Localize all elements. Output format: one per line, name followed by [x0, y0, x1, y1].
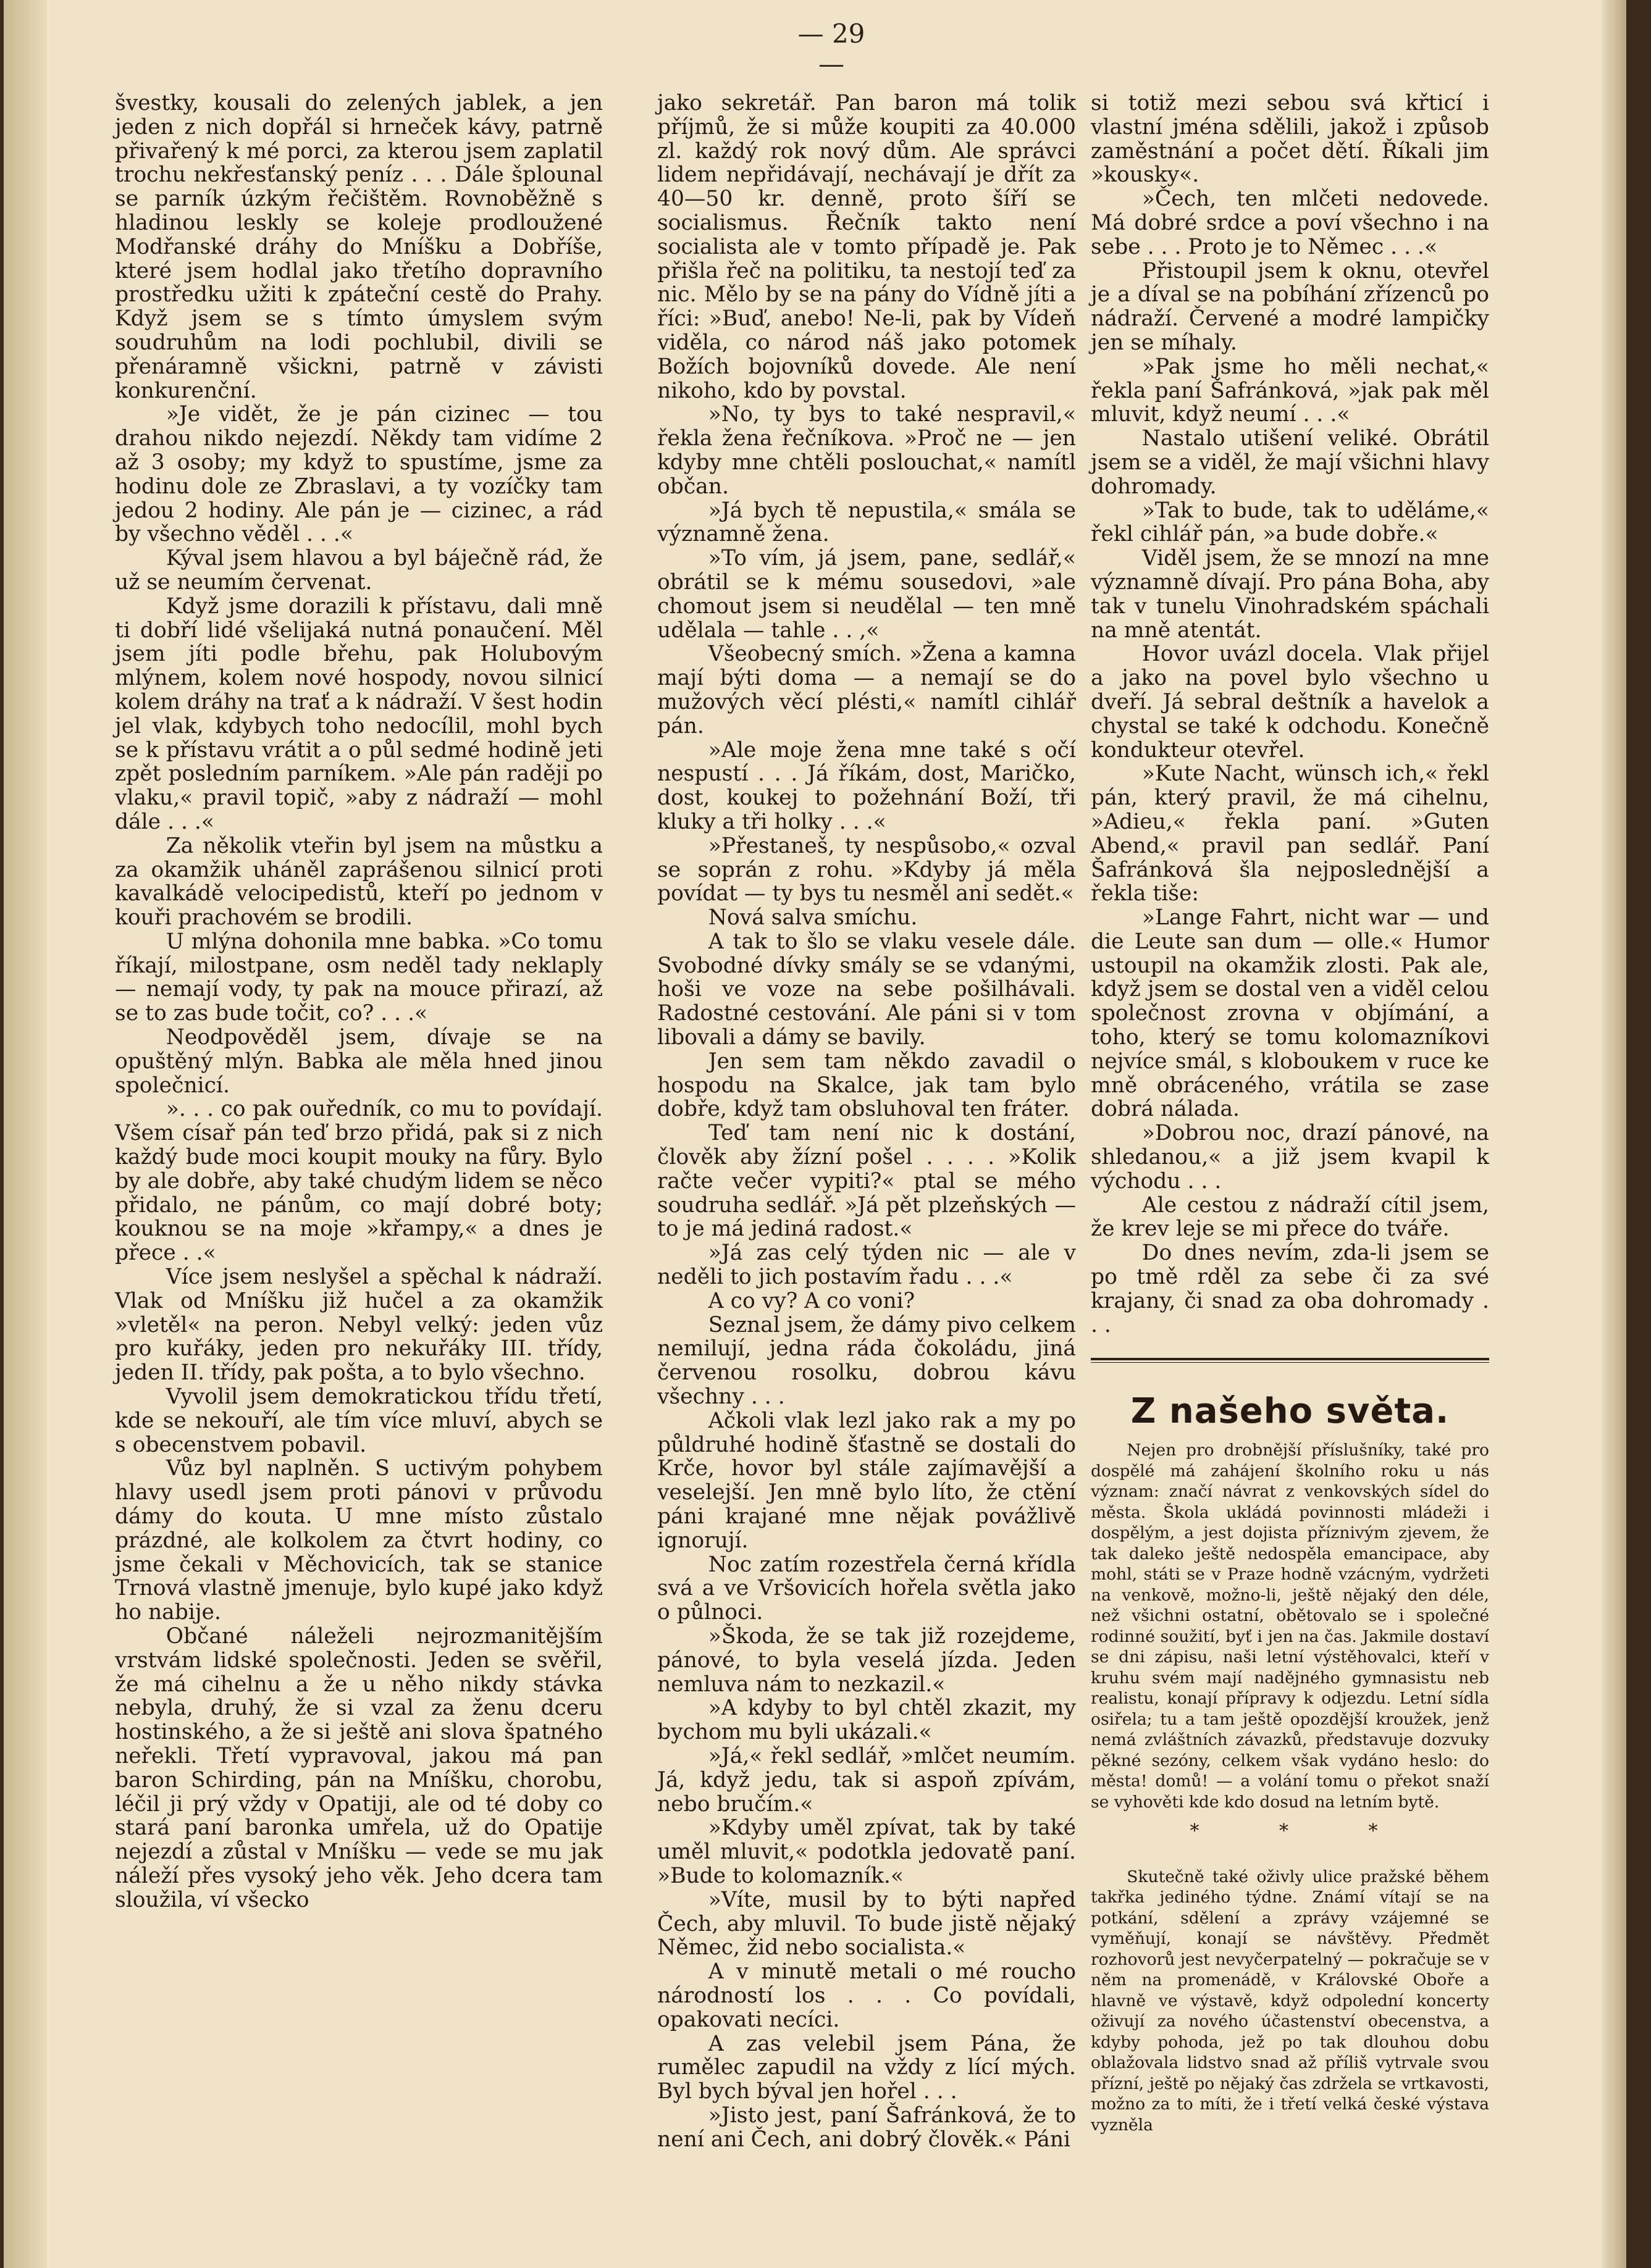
paragraph: A co vy? A co voni? — [708, 1288, 915, 1313]
paragraph: Neodpověděl jsem, dívaje se na opuštěný mlýn. Babka ale měla hned jinou společnicí. — [115, 1025, 603, 1098]
paragraph: Ačkoli vlak lezl jako rak a my po půldruhé hodině šťastně se dostali do Krče, hovor byl stále zajímavější a veselejší. Jen mně bylo líto, že ctění páni krajané mne nějak povážlivě ignorují. — [657, 1408, 1076, 1553]
text-column-2 — [657, 91, 1076, 2152]
paragraph: »No, ty bys to také nespravil,« řekla žena řečníkova. »Proč ne — jen kdyby mne chtěli poslouchat,« namítl občan. — [657, 402, 1076, 499]
paragraph: Nastalo utišení veliké. Obrátil jsem se a viděl, že mají všichni hlavy dohromady. — [1091, 426, 1489, 499]
paragraph: Vyvolil jsem demokratickou třídu třetí, kde se nekouří, ale tím více mluví, abych se s obecenstvem pobavil. — [115, 1384, 603, 1457]
paragraph: Kýval jsem hlavou a byl báječně rád, že už se neumím červenat. — [115, 546, 603, 595]
paragraph: Všeobecný smích. »Žena a kamna mají býti doma — a nemají se do mužových věcí plésti,« namítl cihlář pán. — [657, 642, 1076, 739]
paragraph: »Přestaneš, ty nespůsobo,« ozval se soprán z rohu. »Kdyby já měla povídat — ty bys tu nesměl ani sedět.« — [657, 833, 1076, 906]
paragraph: A v minutě metali o mé roucho národností los . . . Co povídali, opakovati necíci. — [657, 1959, 1076, 2032]
page — [4, 0, 1626, 2268]
paragraph: Když jsme dorazili k přístavu, dali mně ti dobří lidé všelijaká nutná ponaučení. Měl jsem jíti podle břehu, pak Holubovým mlýnem, kolem nové hospody, novou silnicí kolem dráhy na trať a k nádraží. V šest hodin jel vlak, kdybych toho nedocílil, mohl bych se k přístavu vrátit a o půl sedmé hodině jeti zpět posledním parníkem. »Ale pán raději po vlaku,« pravil topič, »aby z nádraží — mohl dále . . .« — [115, 593, 603, 834]
paragraph: »Kdyby uměl zpívat, tak by také uměl mluvit,« podotkla jedovatě paní. »Bude to kolomazník.« — [657, 1815, 1076, 1888]
paragraph: Ale cestou z nádraží cítil jsem, že krev leje se mi přece do tváře. — [1091, 1192, 1489, 1242]
section-paragraph-1: Nejen pro drobnější příslušníky, také pro dospělé má zahájení školního roku u nás význam: značí návrat z venkovských sídel do města. Škola ukládá povinnosti mládeži i dospělým, a jest dojista příznivým zjevem, že tak daleko ještě nedospěla emancipace, aby mohl, státi se v Praze hodně vzácným, vydržeti na venkově, možno-li, ještě nějaký den déle, než všichni ostatní, obětovalo se i společné rodinné soužití, byť i jen na čas. Jakmile dostaví se dni zápisu, naši letní výstěhovalci, kteří v kruhu svém mají nadějného gymnasistu neb realistu, konají přípravy k odjezdu. Letní sídla osiřela; tu a tam ještě opozdější kroužek, jenž nemá zvláštních závazků, představuje dozvuky pěkné sezóny, celkem však vydáno heslo: do města! domů! — a volání tomu o překot snaží se vyhověti kde kdo dosud na letním bytě. — [1091, 1441, 1489, 1812]
paragraph: Seznal jsem, že dámy pivo celkem nemilují, jedna ráda čokoládu, jiná červenou rosolku, dobrou kávu všechny . . . — [657, 1312, 1076, 1410]
paragraph: Hovor uvázl docela. Vlak přijel a jako na povel bylo všechno u dveří. Já sebral deštník a havelok a chystal se také k odchodu. Konečně kondukteur otevřel. — [1091, 642, 1489, 763]
paragraph: švestky, kousali do zelených jablek, a jen jeden z nich dopřál si hrneček kávy, patrně přivařený k mé porci, za kterou jsem zaplatil trochu nekřesťanský peníz . . . Dále šplounal se parník úzkým řečištěm. Rovnoběžně s hladinou leskly se koleje prodloužené Modřanské dráhy do Mníšku a Dobříše, které jsem hodlal jako třetího dopravního prostředku užiti k zpáteční cestě do Prahy. Když jsem se s tímto úmyslem svým soudruhům na lodi pochlubil, divili se přenáramně všickni, patrně v závisti konkurenční. — [115, 91, 603, 403]
paragraph: »Dobrou noc, drazí pánové, na shledanou,« a již jsem kvapil k východu . . . — [1091, 1121, 1489, 1194]
paragraph: »Tak to bude, tak to uděláme,« řekl cihlář pán, »a bude dobře.« — [1091, 498, 1489, 547]
paragraph: Vůz byl naplněn. S uctivým pohybem hlavy usedl jsem proti pánovi v průvodu dámy do kouta. U mne místo zůstalo prázdné, ale kolkolem za čtvrt hodiny, co jsme čekali v Měchovicích, tak se stanice Trnová vlastně jmenuje, bylo kupé jako když ho nabije. — [115, 1456, 603, 1625]
paragraph: Přistoupil jsem k oknu, otevřel je a díval se na pobíhání zřízenců po nádraží. Červené a modré lampičky jen se míhaly. — [1091, 258, 1489, 355]
paragraph: »Je vidět, že je pán cizinec — tou drahou nikdo nejezdí. Někdy tam vidíme 2 až 3 osoby; my když to spustíme, jsme za hodinu dole ze Zbraslavi, a ty vozíčky tam jedou 2 hodiny. Ale pán je — cizinec, a rád by všechno věděl . . .« — [115, 402, 603, 547]
paragraph: »To vím, já jsem, pane, sedlář,« obrátil se k mému sousedovi, »ale chomout jsem si neudělal — ten mně udělala — tahle . . ,« — [657, 546, 1076, 643]
page-edge-shadow — [1602, 0, 1626, 2268]
paragraph: »Škoda, že se tak již rozejdeme, pánové, to byla veselá jízda. Jeden nemluva nám to nezkazil.« — [657, 1624, 1076, 1697]
paragraph: ». . . co pak ouředník, co mu to povídají. Všem císař pán teď brzo přidá, pak si z nich každý bude moci koupit mouky na fůry. Bylo by ale dobře, aby také chudým lidem se něco přidalo, ne pánům, co mají dobré boty; kouknou se na moje »křampy,« a dnes je přece . .« — [115, 1097, 603, 1266]
paragraph: »Já,« řekl sedlář, »mlčet neumím. Já, když jedu, tak si aspoň zpívám, nebo bručím.« — [657, 1743, 1076, 1817]
paragraph: »Kute Nacht, wünsch ich,« řekl pán, který pravil, že má cihelnu, »Adieu,« řekla paní. »Guten Abend,« pravil pan sedlář. Paní Šafránková šla nejposlednější a řekla tiše: — [1091, 761, 1489, 906]
text-column-3 — [1091, 91, 1489, 2135]
paragraph: Občané náleželi nejrozmanitějším vrstvám lidské společnosti. Jeden se svěřil, že má cihelnu a že u něho nikdy stávka nebyla, druhý, že si vzal za ženu dceru hostinského, a že si ještě ani slova špatného neřekli. Třetí vypravoval, jakou má pan baron Schirding, pán na Mníšku, chorobu, léčil ji prý vždy v Opatiji, ale od té doby co stará paní baronka umřela, už do Opatije nejezdí a zůstal v Mníšku — vede se mu jak náleží přes vysoký jeho věk. Jeho dcera tam sloužila, ví všecko — [115, 1624, 603, 1912]
book-spine-shadow — [4, 0, 47, 2268]
paragraph: »A kdyby to byl chtěl zkazit, my bychom mu byli ukázali.« — [657, 1696, 1076, 1745]
paragraph: »Lange Fahrt, nicht war — und die Leute san dum — olle.« Humor ustoupil na okamžik zlosti. Pak ale, když jsem se dostal ven a viděl celou společnost zrovna v objímání, a toho, který se tomu kolomazníkovi nejvíce smál, s kloboukem v ruce ke mně obráceného, vrátila se zase dobrá nálada. — [1091, 905, 1489, 1122]
paragraph: »Já zas celý týden nic — ale v neděli to jich postavím řadu . . .« — [657, 1241, 1076, 1290]
paragraph: jako sekretář. Pan baron má tolik příjmů, že si může koupiti za 40.000 zl. každý rok nový dům. Ale správci lidem nepřidávají, nechávají je dřít za 40—50 kr. denně, proto šíří se socialismus. Řečník takto není socialista ale v tomto případě je. Pak přišla řeč na politiku, ta nestojí teď za nic. Mělo by se na pány do Vídně jíti a říci: »Buď, anebo! Ne-li, pak by Vídeň viděla, co národ náš jako potomek Božích bojovníků dovede. Ale není nikoho, kdo by povstal. — [657, 91, 1076, 403]
paragraph: »Ale moje žena mne také s očí nespustí . . . Já říkám, dost, Maričko, dost, koukej to požehnání Boží, tři kluky a tři holky . . .« — [657, 737, 1076, 834]
page-number: — 29 — — [797, 19, 865, 79]
paragraph: »Já bych tě nepustila,« smála se významně žena. — [657, 498, 1076, 547]
paragraph: »Jisto jest, paní Šafránková, že to není ani Čech, ani dobrý člověk.« Páni — [657, 2103, 1076, 2152]
paragraph: »Víte, musil by to býti napřed Čech, aby mluvil. To bude jistě nějaký Němec, žid nebo socialista.« — [657, 1887, 1076, 1960]
paragraph: Do dnes nevím, zda-li jsem se po tmě rděl za sebe či za své krajany, či snad za oba dohromady . . . — [1091, 1241, 1489, 1337]
paragraph: Za několik vteřin byl jsem na můstku a za okamžik uháněl zaprášenou silnicí proti kavalkádě velocipedistů, kteří po jednom v kouři prachovém se brodili. — [115, 833, 603, 931]
paragraph: Více jsem neslyšel a spěchal k nádraží. Vlak od Mníšku již hučel a za okamžik »vletěl« na peron. Nebyl velký: jeden vůz pro kuřáky, jeden pro nekuřáky III. třídy, jeden II. třídy, pak pošta, a to bylo všechno. — [115, 1265, 603, 1386]
paragraph: Viděl jsem, že se mnozí na mne významně dívají. Pro pána Boha, aby tak v tunelu Vinohradském spáchali na mně atentát. — [1091, 546, 1489, 643]
paragraph: si totiž mezi sebou svá křticí i vlastní jména sdělili, jakož i způsob zaměstnání a počet dětí. Říkali jim »kousky«. — [1091, 91, 1489, 188]
paragraph: U mlýna dohonila mne babka. »Co tomu říkají, milostpane, osm neděl tady neklaply — nemají vody, ty pak na mouce přirazí, až se to zas bude točit, co? . . .« — [115, 929, 603, 1026]
paragraph: Teď tam není nic k dostání, člověk aby žízní pošel . . . . »Kolik račte večer vypiti?« ptal se mého soudruha sedlář. »Já pět plzeňských — to je má jediná radost.« — [657, 1121, 1076, 1242]
text-column-1 — [115, 91, 603, 1912]
paragraph: A tak to šlo se vlaku vesele dále. Svobodné dívky smály se se vdanými, hoši ve voze na sebe pošilhávali. Radostné cestování. Ale páni si v tom libovali a dámy se bavily. — [657, 929, 1076, 1050]
paragraph: Nová salva smíchu. — [708, 905, 918, 931]
section-title: Z našeho světa. — [1130, 1391, 1450, 1432]
paragraph: »Pak jsme ho měli nechat,« řekla paní Šafránková, »jak pak měl mluvit, když neumí . . .« — [1091, 354, 1489, 427]
section-stars: * * * — [1190, 1820, 1415, 1843]
column-3-paragraphs — [1091, 91, 1489, 1337]
paragraph: »Čech, ten mlčeti nedovede. Má dobré srdce a poví všechno i na sebe . . . Proto je to Němec . . .« — [1091, 186, 1489, 259]
section-body — [1091, 1440, 1489, 2135]
section-paragraph-2: Skutečně také oživly ulice pražské během takřka jediného týdne. Známí vítají se na potkání, sdělení a zprávy vzájemné se vyměňují, konají se návštěvy. Předmět rozhovorů jest nevyčerpatelný — pokračuje se v něm na promenádě, v Královské Oboře a hlavně ve výstavě, když odpolední koncerty oživují za nového účastenství obecenstva, a kdyby pohoda, jež po tak dlouhou dobu oblažovala lidstvo snad až příliš vytrvale svou přízní, ještě po nějaký čas zdržela se vrtkavosti, možno za to míti, že i třetí velká české výstava vyzněla — [1091, 1867, 1489, 2135]
paragraph: Noc zatím rozestřela černá křídla svá a ve Vršovicích hořela světla jako o půlnoci. — [657, 1552, 1076, 1625]
section-divider — [1091, 1358, 1489, 1363]
paragraph: Jen sem tam někdo zavadil o hospodu na Skalce, jak tam bylo dobře, když tam obsluhoval ten fráter. — [657, 1048, 1076, 1122]
paragraph: A zas velebil jsem Pána, že rumělec zapudil na vždy z lící mých. Byl bych býval jen hořel . . . — [657, 2031, 1076, 2104]
